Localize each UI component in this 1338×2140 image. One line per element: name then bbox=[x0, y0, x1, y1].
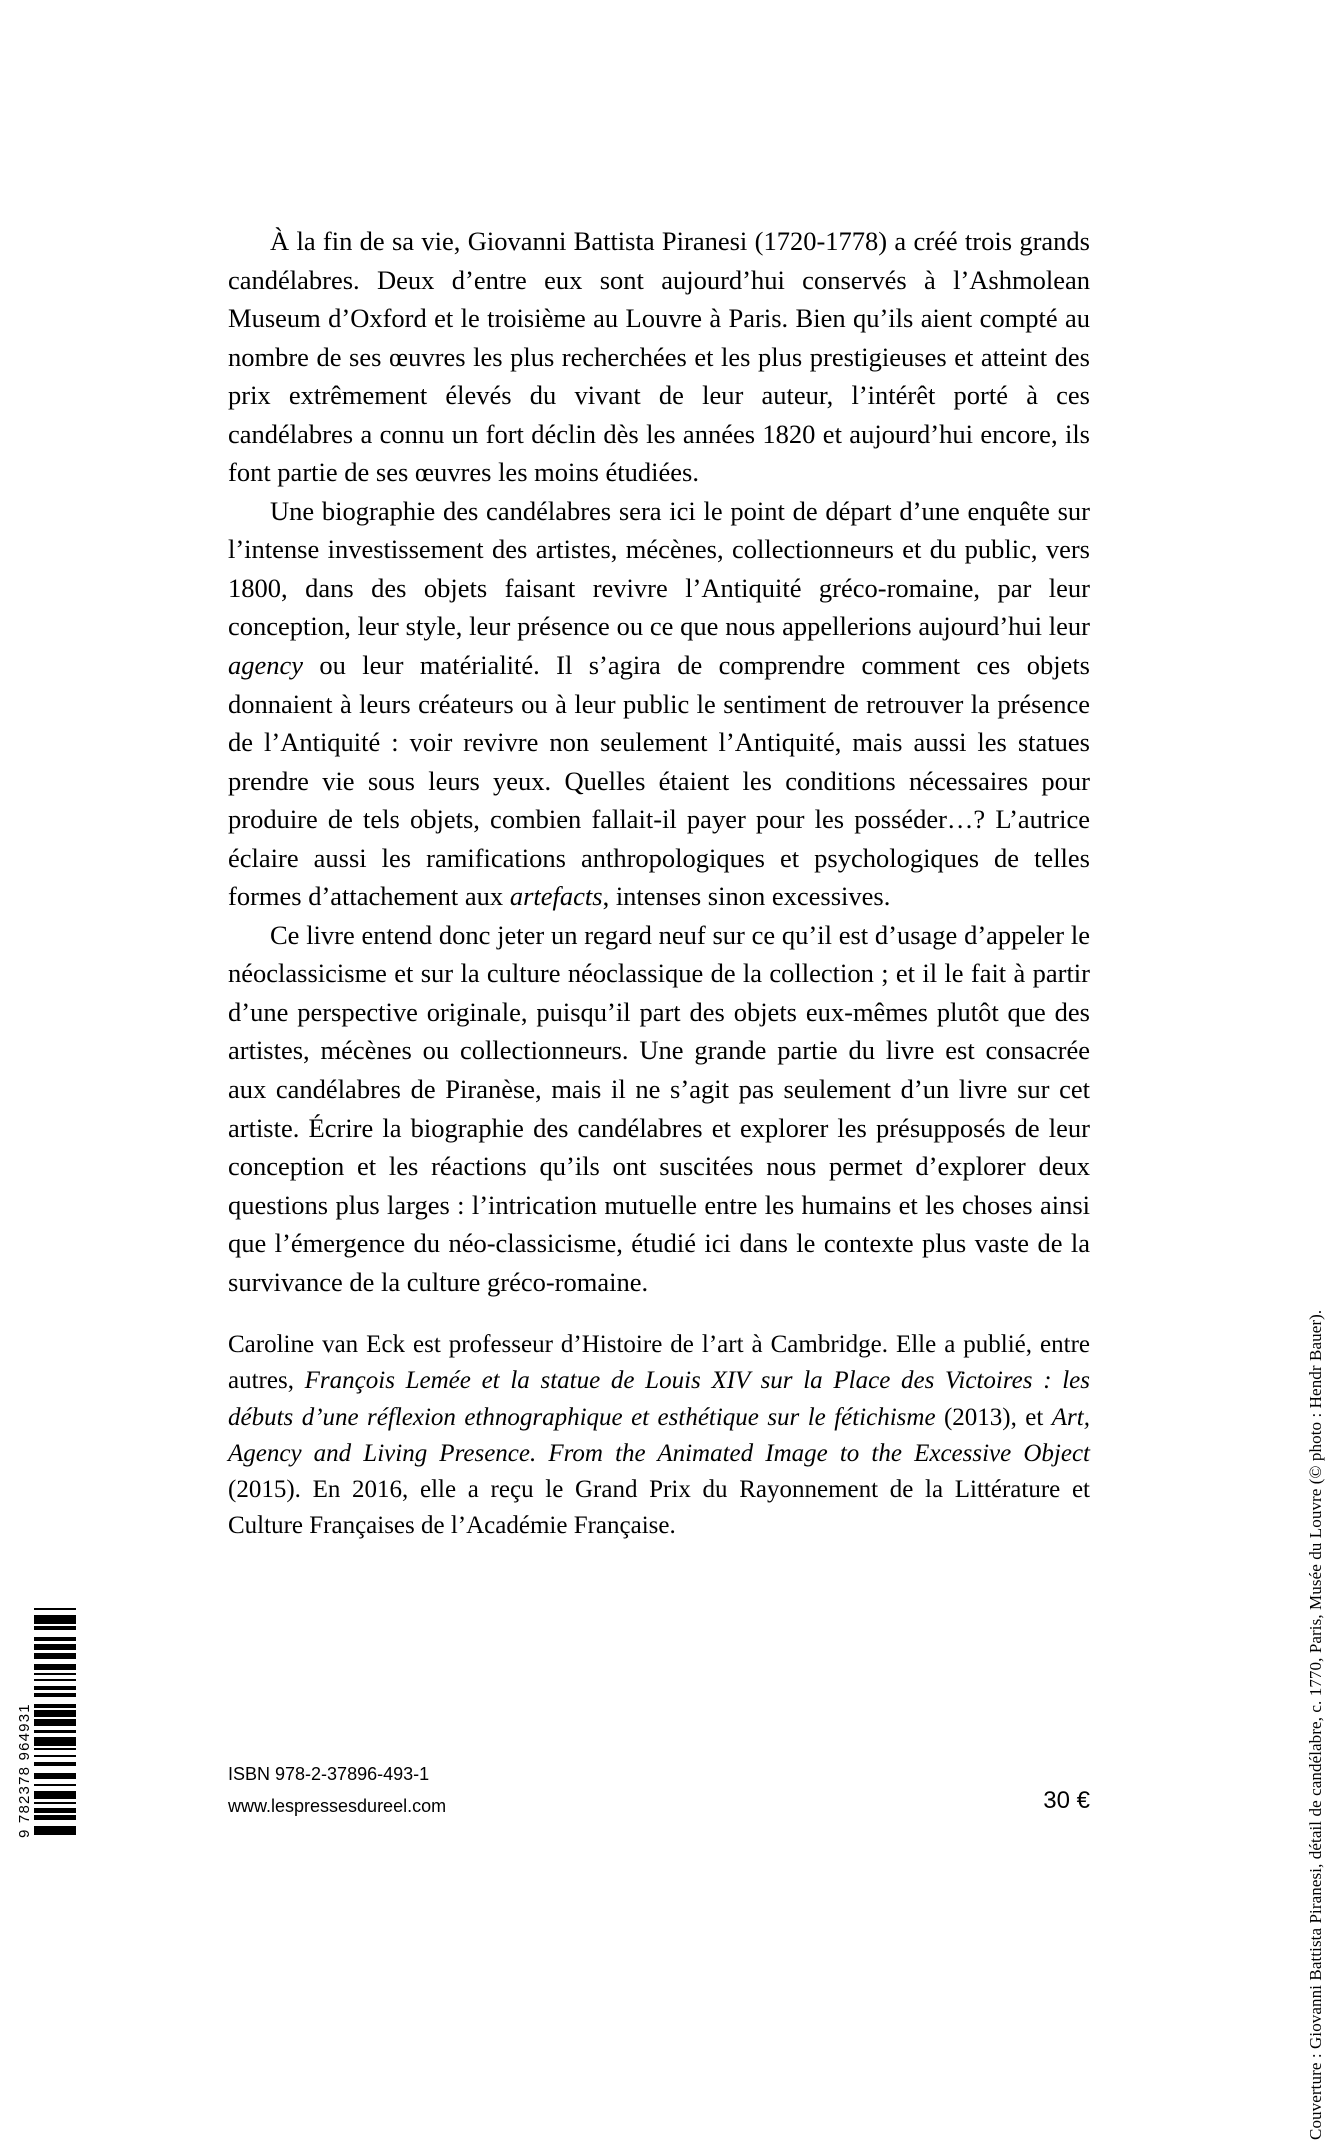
author-biography-block bbox=[228, 1327, 1090, 1545]
blurb-paragraph-3: Ce livre entend donc jeter un regard neuf sur ce qu’il est d’usage d’appeler le néoclassicisme et sur la culture néoclassique de la collection ; et il le fait à partir d’une perspective originale, puisqu’il part des objets eux-mêmes plutôt que des artistes, mécènes ou collectionneurs. Une grande partie du livre est consacrée aux candélabres de Piranèse, mais il ne s’agit pas seulement d’un livre sur cet artiste. Écrire la biographie des candélabres et explorer les présupposés de leur conception et les réactions qu’ils ont suscitées nous permet d’explorer deux questions plus larges : l’intrication mutuelle entre les humains et les choses ainsi que l’émergence du néo-classicisme, étudié ici dans le contexte plus vaste de la survivance de la culture gréco-romaine. bbox=[228, 919, 1090, 1297]
cover-credit-vertical: Couverture : Giovanni Battista Piranesi, détail de candélabre, c. 1770, Paris, Musée du Louvre (© photo : Hendr Bauer). bbox=[1306, 1309, 1325, 2140]
barcode bbox=[14, 1608, 76, 1838]
author-biography-text: Caroline van Eck est professeur d’Histoire de l’art à Cambridge. Elle a publié, entre autres, François Lemée et la statue de Louis XIV sur la Place des Victoires : les débuts d’une réflexion ethnographique et esthétique sur le fétichisme (2013), et Art, Agency and Living Presence. From the Animated Image to the Excessive Object (2015). En 2016, elle a reçu le Grand Prix du Rayonnement de la Littérature et Culture Françaises de l’Académie Française. bbox=[228, 1331, 1090, 1540]
publisher-website[interactable]: www.lespressesdureel.com bbox=[228, 1795, 447, 1816]
blurb-paragraph-2: Une biographie des candélabres sera ici le point de départ d’une enquête sur l’intense investissement des artistes, mécènes, collectionneurs et du public, vers 1800, dans des objets faisant revivre l’Antiquité gréco-romaine, par leur conception, leur style, leur présence ou ce que nous appellerions aujourd’hui leur agency ou leur matérialité. Il s’agira de comprendre comment ces objets donnaient à leurs créateurs ou à leur public le sentiment de retrouver la présence de l’Antiquité : voir revivre non seulement l’Antiquité, mais aussi les statues prendre vie sous leurs yeux. Quelles étaient les conditions nécessaires pour produire de tels objets, combien fallait-il payer pour les posséder…? L’autrice éclaire aussi les ramifications anthropologiques et psychologiques de telles formes d’attachement aux artefacts, intenses sinon excessives. bbox=[228, 495, 1090, 912]
footer bbox=[228, 1759, 1090, 1822]
price-label: 30 € bbox=[1043, 1787, 1090, 1814]
barcode-number: 9 782378 964931 bbox=[16, 1703, 33, 1838]
blurb-text-block bbox=[228, 222, 1090, 1301]
blurb-paragraph-1: À la fin de sa vie, Giovanni Battista Piranesi (1720-1778) a créé trois grands candélabres. Deux d’entre eux sont aujourd’hui conservés à l’Ashmolean Museum d’Oxford et le troisième au Louvre à Paris. Bien qu’ils aient compté au nombre de ses œuvres les plus recherchées et les plus prestigieuses et atteint des prix extrêmement élevés du vivant de leur auteur, l’intérêt porté à ces candélabres a connu un fort déclin dès les années 1820 et aujourd’hui encore, ils font partie de ses œuvres les moins étudiées. bbox=[228, 226, 1090, 488]
barcode-bars bbox=[34, 1608, 76, 1838]
isbn-text: ISBN 978-2-37896-493-1 bbox=[228, 1764, 430, 1784]
